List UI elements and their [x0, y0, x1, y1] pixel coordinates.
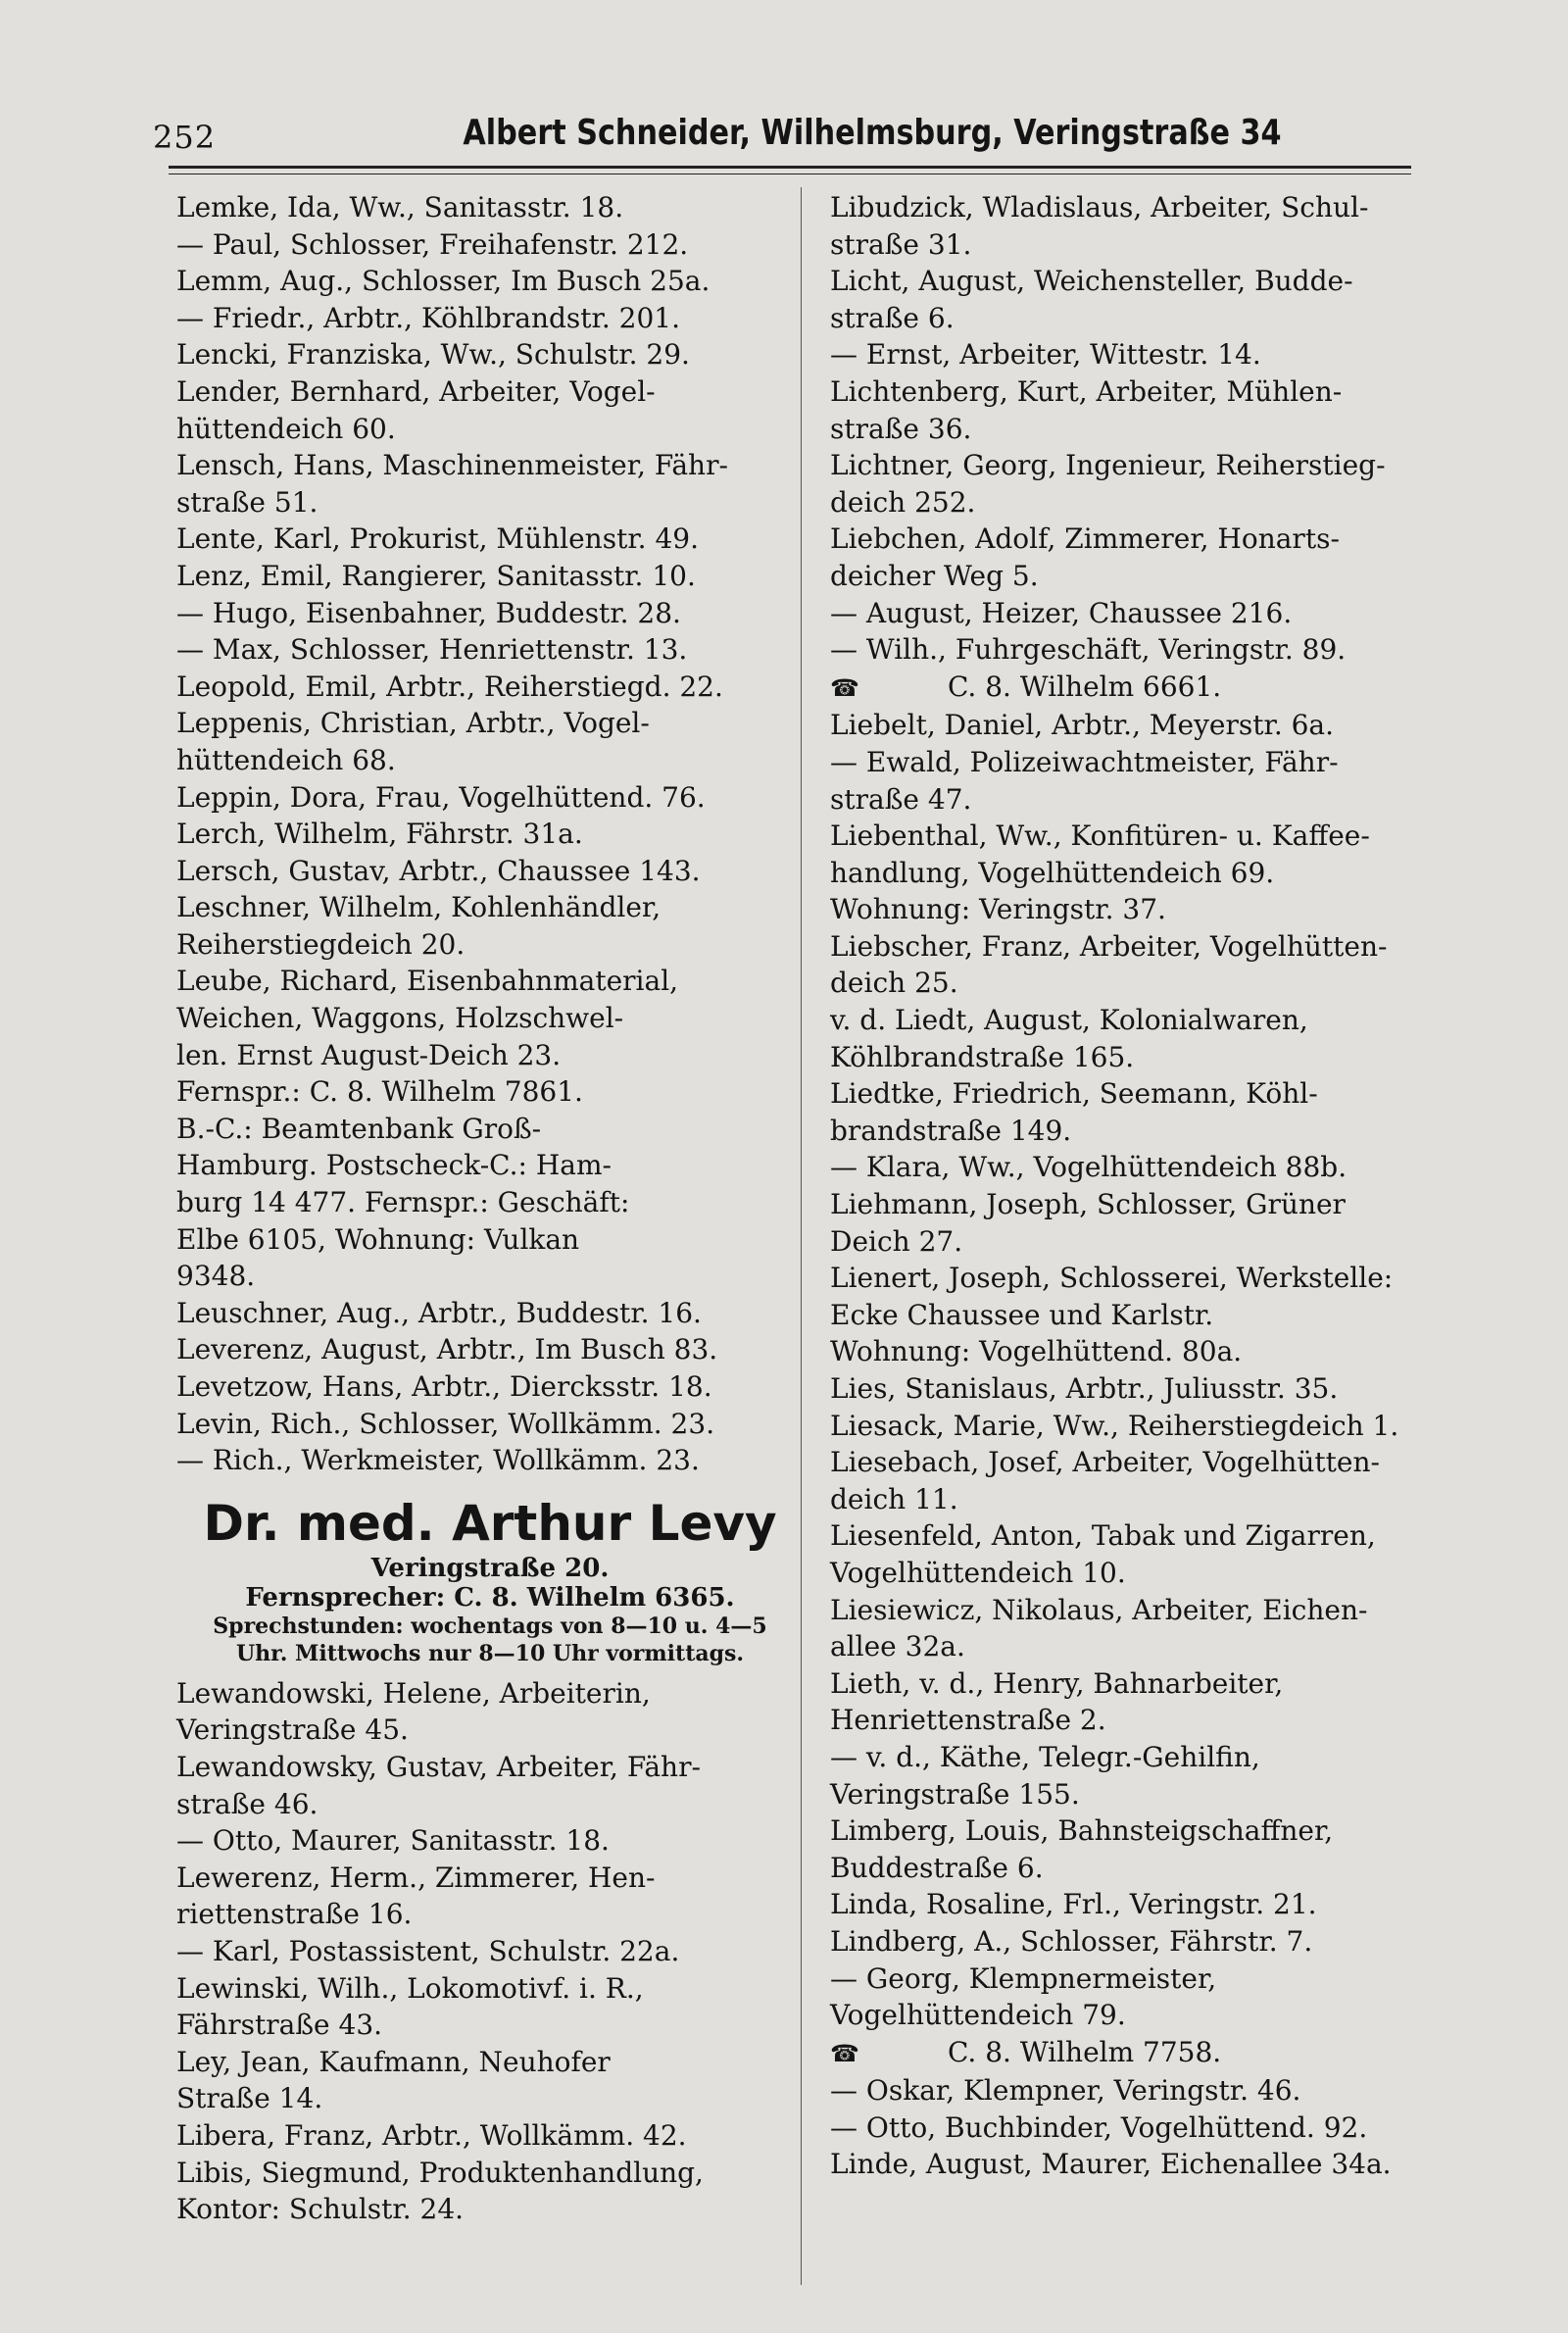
- entry-continuation: Vogelhüttendeich 79.: [830, 1999, 1126, 2032]
- entry-line: Liesebach, Josef, Arbeiter, Vogelhütten-: [830, 1446, 1380, 1479]
- directory-entry: [176, 595, 804, 632]
- running-head: Albert Schneider, Wilhelmsburg, Veringstraße 34: [463, 113, 1282, 153]
- entry-line: Lemm, Aug., Schlosser, Im Busch 25a.: [176, 265, 710, 298]
- entry-line: Lender, Bernhard, Arbeiter, Vogel-: [176, 374, 656, 408]
- directory-entry: [830, 336, 1457, 373]
- entry-continuation: brandstraße 149.: [830, 1114, 1072, 1147]
- directory-entry: [176, 1442, 804, 1479]
- entry-line: Liehmann, Joseph, Schlosser, Grüner: [830, 1188, 1346, 1221]
- ad-phone: Fernsprecher: C. 8. Wilhelm 6365.: [245, 1582, 735, 1613]
- directory-entry: [176, 447, 804, 521]
- entry-line: Lente, Karl, Prokurist, Mühlenstr. 49.: [176, 522, 699, 556]
- entry-continuation: Weichen, Waggons, Holzschwel-: [176, 1002, 624, 1035]
- entry-continuation: Köhlbrandstraße 165.: [830, 1040, 1135, 1073]
- entry-continuation: Veringstraße 45.: [176, 1713, 409, 1747]
- directory-entry: [176, 1368, 804, 1406]
- entry-line: Leuschner, Aug., Arbtr., Buddestr. 16.: [176, 1296, 702, 1329]
- entry-line: — Max, Schlosser, Henriettenstr. 13.: [176, 633, 688, 667]
- entry-continuation: Fernspr.: C. 8. Wilhelm 7861.: [176, 1075, 583, 1109]
- ad-hours-cont: Uhr. Mittwochs nur 8—10 Uhr vormittags.: [235, 1640, 745, 1666]
- directory-entry: [176, 1749, 804, 1822]
- entry-line: Lensch, Hans, Maschinenmeister, Fähr-: [176, 449, 728, 482]
- entry-line: Liesenfeld, Anton, Tabak und Zigarren,: [830, 1519, 1376, 1553]
- entry-line: Lerch, Wilhelm, Fährstr. 31a.: [176, 818, 583, 851]
- directory-entry: [830, 707, 1457, 744]
- entry-continuation: Elbe 6105, Wohnung: Vulkan: [176, 1222, 580, 1256]
- entry-line: Liebchen, Adolf, Zimmerer, Honarts-: [830, 522, 1340, 556]
- entry-line: — August, Heizer, Chaussee 216.: [830, 596, 1293, 629]
- telephone-number: C. 8. Wilhelm 7758.: [948, 2035, 1222, 2068]
- directory-entry: [176, 336, 804, 373]
- directory-entry: [176, 1675, 804, 1749]
- entry-continuation: Straße 14.: [176, 2082, 323, 2115]
- entry-line: Lichtenberg, Kurt, Arbeiter, Mühlen-: [830, 374, 1343, 408]
- directory-entry: [830, 189, 1457, 263]
- directory-entry: [830, 1665, 1457, 1739]
- entry-line: Libis, Siegmund, Produktenhandlung,: [176, 2156, 704, 2189]
- directory-entry: [830, 1075, 1457, 1149]
- entry-continuation: 9348.: [176, 1260, 256, 1293]
- entry-line: Lewandowski, Helene, Arbeiterin,: [176, 1676, 651, 1710]
- entry-continuation: B.-C.: Beamtenbank Groß-: [176, 1112, 542, 1145]
- entry-line: Limberg, Louis, Bahnsteigschaffner,: [830, 1814, 1334, 1848]
- entry-line: — Wilh., Fuhrgeschäft, Veringstr. 89.: [830, 633, 1347, 667]
- entry-line: Lewerenz, Herm., Zimmerer, Hen-: [176, 1861, 656, 1894]
- entry-continuation: Kontor: Schulstr. 24.: [176, 2193, 465, 2226]
- directory-entry: [176, 779, 804, 817]
- entry-line: — Otto, Maurer, Sanitasstr. 18.: [176, 1824, 610, 1858]
- entry-continuation: deich 11.: [830, 1482, 958, 1515]
- directory-entry: [830, 1370, 1457, 1408]
- entry-line: — Paul, Schlosser, Freihafenstr. 212.: [176, 227, 689, 261]
- directory-entry: [176, 1933, 804, 1970]
- entry-line: Ley, Jean, Kaufmann, Neuhofer: [176, 2045, 611, 2078]
- entry-continuation: len. Ernst August-Deich 23.: [176, 1038, 562, 1071]
- ad-address: Veringstraße 20.: [370, 1553, 610, 1583]
- directory-entry: [830, 1149, 1457, 1186]
- directory-entry: [176, 631, 804, 669]
- page-header: [147, 113, 1441, 172]
- entry-line: Liebenthal, Ww., Konfitüren- u. Kaffee-: [830, 819, 1370, 853]
- directory-page: [147, 113, 1441, 2279]
- directory-entry: [176, 2117, 804, 2155]
- entry-continuation: allee 32a.: [830, 1630, 965, 1663]
- entry-continuation: Reiherstiegdeich 20.: [176, 927, 466, 961]
- entry-continuation: Fährstraße 43.: [176, 2009, 383, 2042]
- entry-line: Libera, Franz, Arbtr., Wollkämm. 42.: [176, 2118, 687, 2152]
- directory-entry: [830, 1408, 1457, 1445]
- directory-entry: [176, 705, 804, 778]
- entry-line: Lienert, Joseph, Schlosserei, Werkstelle:: [830, 1262, 1394, 1295]
- directory-entry: [176, 189, 804, 226]
- entry-line: Lies, Stanislaus, Arbtr., Juliusstr. 35.: [830, 1372, 1339, 1405]
- directory-entry: [176, 373, 804, 447]
- entry-line: — Hugo, Eisenbahner, Buddestr. 28.: [176, 596, 681, 629]
- directory-entry: [830, 1444, 1457, 1517]
- entry-line: Liesack, Marie, Ww., Reiherstiegdeich 1.: [830, 1409, 1399, 1442]
- directory-entry: [830, 1260, 1457, 1370]
- entry-line: Leverenz, August, Arbtr., Im Busch 83.: [176, 1333, 718, 1366]
- entry-line: Leppin, Dora, Frau, Vogelhüttend. 76.: [176, 780, 706, 814]
- entry-telephone: ☎ C. 8. Wilhelm 7758.: [830, 2035, 1222, 2068]
- entry-line: — Karl, Postassistent, Schulstr. 22a.: [176, 1934, 680, 1967]
- telephone-number: C. 8. Wilhelm 6661.: [948, 670, 1222, 703]
- directory-entry: [830, 631, 1457, 707]
- entry-continuation: straße 31.: [830, 227, 972, 261]
- directory-entry: [830, 1923, 1457, 1961]
- entry-continuation: deich 25.: [830, 967, 958, 1000]
- entry-line: — Friedr., Arbtr., Köhlbrandstr. 201.: [176, 301, 681, 334]
- directory-entry: [176, 521, 804, 558]
- ad-title: Dr. med. Arthur Levy: [203, 1494, 777, 1552]
- directory-entry: [176, 226, 804, 264]
- directory-entry: [176, 300, 804, 337]
- entry-line: Leube, Richard, Eisenbahnmaterial,: [176, 965, 679, 998]
- directory-entry: [830, 263, 1457, 336]
- directory-entry: [830, 447, 1457, 521]
- entry-list-left-top: [176, 189, 804, 1479]
- directory-entry: [176, 853, 804, 890]
- directory-entry: [176, 1860, 804, 1933]
- entry-line: Liesiewicz, Nikolaus, Arbeiter, Eichen-: [830, 1593, 1368, 1626]
- directory-entry: [830, 1961, 1457, 2073]
- entry-continuation: straße 6.: [830, 301, 955, 334]
- entry-continuation: Ecke Chaussee und Karlstr.: [830, 1298, 1214, 1331]
- entry-line: Lindberg, A., Schlosser, Fährstr. 7.: [830, 1924, 1313, 1958]
- directory-entry: [830, 373, 1457, 447]
- entry-continuation: Wohnung: Veringstr. 37.: [830, 893, 1166, 926]
- entry-continuation: hüttendeich 68.: [176, 743, 396, 776]
- directory-entry: [176, 1331, 804, 1368]
- entry-continuation: Vogelhüttendeich 10.: [830, 1556, 1126, 1589]
- entry-continuation: deich 252.: [830, 485, 976, 519]
- directory-entry: [830, 1812, 1457, 1886]
- directory-entry: [830, 521, 1457, 594]
- entry-continuation: straße 51.: [176, 485, 318, 519]
- ad-hours: Sprechstunden: wochentags von 8—10 u. 4—5: [213, 1613, 767, 1639]
- entry-continuation: straße 46.: [176, 1787, 318, 1820]
- entry-line: — Otto, Buchbinder, Vogelhüttend. 92.: [830, 2110, 1368, 2144]
- entry-line: Lencki, Franziska, Ww., Schulstr. 29.: [176, 338, 690, 372]
- directory-entry: [176, 889, 804, 963]
- entry-continuation: Buddestraße 6.: [830, 1851, 1044, 1884]
- entry-line: Leppenis, Christian, Arbtr., Vogel-: [176, 707, 650, 740]
- entry-continuation: straße 36.: [830, 412, 972, 445]
- entry-line: v. d. Liedt, August, Kolonialwaren,: [830, 1004, 1308, 1037]
- directory-entry: [176, 1822, 804, 1860]
- directory-entry: [830, 2072, 1457, 2110]
- entry-line: Lemke, Ida, Ww., Sanitasstr. 18.: [176, 191, 624, 223]
- left-column: [176, 189, 804, 2228]
- entry-line: Leopold, Emil, Arbtr., Reiherstiegd. 22.: [176, 670, 723, 703]
- directory-entry: [830, 595, 1457, 632]
- directory-entry: [830, 928, 1457, 1002]
- entry-line: — Rich., Werkmeister, Wollkämm. 23.: [176, 1444, 700, 1477]
- directory-entry: [176, 2155, 804, 2228]
- directory-entry: [830, 744, 1457, 818]
- page-number: 252: [153, 119, 217, 156]
- directory-entry: [176, 816, 804, 853]
- entry-line: Linda, Rosaline, Frl., Veringstr. 21.: [830, 1888, 1317, 1921]
- entry-line: Lewinski, Wilh., Lokomotivf. i. R.,: [176, 1971, 644, 2005]
- entry-line: — Klara, Ww., Vogelhüttendeich 88b.: [830, 1151, 1348, 1184]
- entry-line: Liebelt, Daniel, Arbtr., Meyerstr. 6a.: [830, 709, 1335, 742]
- directory-entry: [830, 1592, 1457, 1665]
- directory-entry: [830, 2110, 1457, 2147]
- right-column: [830, 189, 1457, 2183]
- entry-line: Liebscher, Franz, Arbeiter, Vogelhütten-: [830, 929, 1388, 963]
- entry-continuation: burg 14 477. Fernspr.: Geschäft:: [176, 1186, 630, 1219]
- entry-continuation: Deich 27.: [830, 1224, 963, 1258]
- entry-line: — Georg, Klempnermeister,: [830, 1961, 1217, 1995]
- entry-line: Liedtke, Friedrich, Seemann, Köhl-: [830, 1077, 1318, 1111]
- entry-line: — Ernst, Arbeiter, Wittestr. 14.: [830, 338, 1261, 372]
- entry-line: — Oskar, Klempner, Veringstr. 46.: [830, 2074, 1301, 2108]
- entry-list-right: [830, 189, 1457, 2183]
- entry-line: Leschner, Wilhelm, Kohlenhändler,: [176, 891, 662, 924]
- entry-line: Levetzow, Hans, Arbtr., Diercksstr. 18.: [176, 1370, 712, 1403]
- entry-line: Licht, August, Weichensteller, Budde-: [830, 265, 1353, 298]
- entry-continuation: Hamburg. Postscheck-C.: Ham-: [176, 1149, 612, 1182]
- directory-entry: [830, 818, 1457, 928]
- directory-entry: [176, 1970, 804, 2044]
- entry-line: Levin, Rich., Schlosser, Wollkämm. 23.: [176, 1407, 715, 1440]
- directory-entry: [830, 1739, 1457, 1812]
- entry-continuation: Henriettenstraße 2.: [830, 1704, 1106, 1737]
- entry-line: Lersch, Gustav, Arbtr., Chaussee 143.: [176, 854, 701, 887]
- entry-line: Lichtner, Georg, Ingenieur, Reiherstieg-: [830, 449, 1386, 482]
- directory-entry: [830, 2146, 1457, 2183]
- entry-line: — v. d., Käthe, Telegr.-Gehilfin,: [830, 1740, 1260, 1773]
- advertisement: [176, 1493, 804, 1667]
- entry-continuation: Wohnung: Vogelhüttend. 80a.: [830, 1335, 1243, 1368]
- entry-line: Lieth, v. d., Henry, Bahnarbeiter,: [830, 1666, 1284, 1700]
- directory-entry: [830, 1517, 1457, 1591]
- entry-continuation: straße 47.: [830, 782, 972, 816]
- directory-entry: [176, 1295, 804, 1332]
- entry-continuation: riettenstraße 16.: [176, 1898, 413, 1931]
- entry-continuation: handlung, Vogelhüttendeich 69.: [830, 856, 1275, 889]
- entry-continuation: hüttendeich 60.: [176, 412, 396, 445]
- header-rule: [169, 166, 1411, 169]
- entry-telephone: ☎ C. 8. Wilhelm 6661.: [830, 670, 1222, 703]
- entry-continuation: Veringstraße 155.: [830, 1777, 1080, 1811]
- directory-entry: [176, 263, 804, 300]
- entry-line: Libudzick, Wladislaus, Arbeiter, Schul-: [830, 191, 1369, 223]
- directory-entry: [176, 2044, 804, 2117]
- directory-entry: [830, 1186, 1457, 1260]
- entry-line: — Ewald, Polizeiwachtmeister, Fähr-: [830, 745, 1339, 778]
- directory-entry: [176, 963, 804, 1294]
- entry-list-left-bottom: [176, 1675, 804, 2228]
- entry-line: Lenz, Emil, Rangierer, Sanitasstr. 10.: [176, 559, 696, 592]
- directory-entry: [176, 1406, 804, 1443]
- directory-entry: [176, 558, 804, 595]
- entry-line: Lewandowsky, Gustav, Arbeiter, Fähr-: [176, 1750, 701, 1783]
- entry-line: Linde, August, Maurer, Eichenallee 34a.: [830, 2148, 1392, 2181]
- directory-entry: [830, 1002, 1457, 1075]
- directory-entry: [830, 1886, 1457, 1923]
- entry-continuation: deicher Weg 5.: [830, 559, 1039, 592]
- directory-entry: [176, 669, 804, 706]
